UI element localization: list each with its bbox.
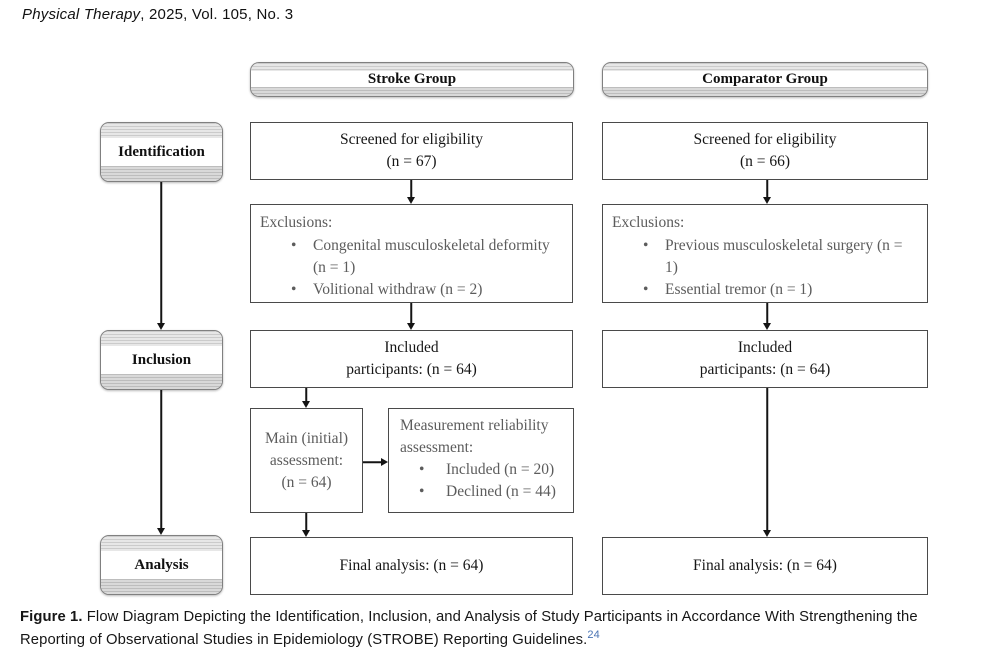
comparator-group-header-label: Comparator Group [702,71,828,87]
stroke-screened-line1: Screened for eligibility [340,131,483,148]
arrow-inclusion-to-analysis [157,390,166,535]
arrow-main-assessment-to-reliability [363,458,388,467]
reliability-item: • Declined (n = 44) [389,481,573,503]
stroke-exclusions-box [250,204,573,303]
stroke-included-line2: participants: (n = 64) [346,361,477,378]
comparator-final-analysis-box [602,537,928,595]
arrow-stroke-screened-to-exclusions [407,180,416,204]
main-assessment-line2: assessment: [269,451,344,469]
figure-caption-reference-link[interactable]: 24 [587,629,600,641]
stage-inclusion-label: Inclusion [131,351,192,368]
stroke-final-analysis-text: Final analysis: (n = 64) [339,557,484,574]
comparator-screened-box [602,122,928,180]
comparator-included-box [602,330,928,388]
journal-running-head [22,6,293,23]
arrow-stroke-main-assessment-to-final [302,513,311,537]
figure-caption [20,607,985,649]
stroke-screened-box [250,122,573,180]
stroke-included-box [250,330,573,388]
figure-caption-text: Flow Diagram Depicting the Identification, Inclusion, and Analysis of Study Participants in Accordance With Strengthening the Reporting of Observational Studies in Epidemiology (STROBE) Reporting Guidelines. [20,609,918,648]
stage-analysis-label: Analysis [134,556,189,573]
stage-identification-label: Identification [118,143,205,160]
journal-citation: , 2025, Vol. 105, No. 3 [140,6,294,23]
arrow-comparator-screened-to-exclusions [763,180,772,204]
main-assessment-line1: Main (initial) [264,429,349,447]
stroke-final-analysis-box [250,537,573,595]
arrow-comparator-exclusions-to-included [763,303,772,330]
stroke-screened-line2: (n = 67) [386,153,437,170]
stroke-exclusions-title: Exclusions: [260,214,333,231]
stroke-included-line1: Included [384,339,439,356]
stroke-main-assessment-box [250,408,363,513]
stage-identification-box [100,122,223,182]
arrow-stroke-exclusions-to-included [407,303,416,330]
comparator-screened-line1: Screened for eligibility [693,131,837,148]
stage-inclusion-box [100,330,223,390]
stroke-exclusion-item: • Congenital musculoskeletal deformity (n = 1) [251,235,572,279]
comparator-group-header-box [602,62,928,97]
main-assessment-line3: (n = 64) [281,473,332,491]
comparator-exclusion-item: • Essential tremor (n = 1) [603,279,927,301]
arrow-identification-to-inclusion [157,182,166,330]
stroke-group-header-box [250,62,574,97]
stroke-reliability-box [388,408,574,513]
arrow-stroke-included-to-main-assessment [302,388,311,408]
comparator-screened-line2: (n = 66) [739,153,791,170]
stage-analysis-box [100,535,223,595]
reliability-item: • Included (n = 20) [389,459,573,481]
figure-caption-label: Figure 1. [20,609,83,625]
journal-title: Physical Therapy [22,6,141,23]
reliability-title: Measurement reliability assessment: [400,417,549,456]
stroke-group-header-label: Stroke Group [367,71,457,87]
comparator-exclusions-title: Exclusions: [612,214,685,231]
comparator-exclusions-box [602,204,928,303]
arrow-comparator-included-to-final [763,388,772,537]
comparator-exclusion-item: • Previous musculoskeletal surgery (n = 1) [603,235,927,279]
comparator-included-line1: Included [737,339,793,356]
stroke-exclusion-item: • Volitional withdraw (n = 2) [251,279,572,301]
comparator-included-line2: participants: (n = 64) [699,361,831,378]
comparator-final-analysis-text: Final analysis: (n = 64) [693,557,837,574]
